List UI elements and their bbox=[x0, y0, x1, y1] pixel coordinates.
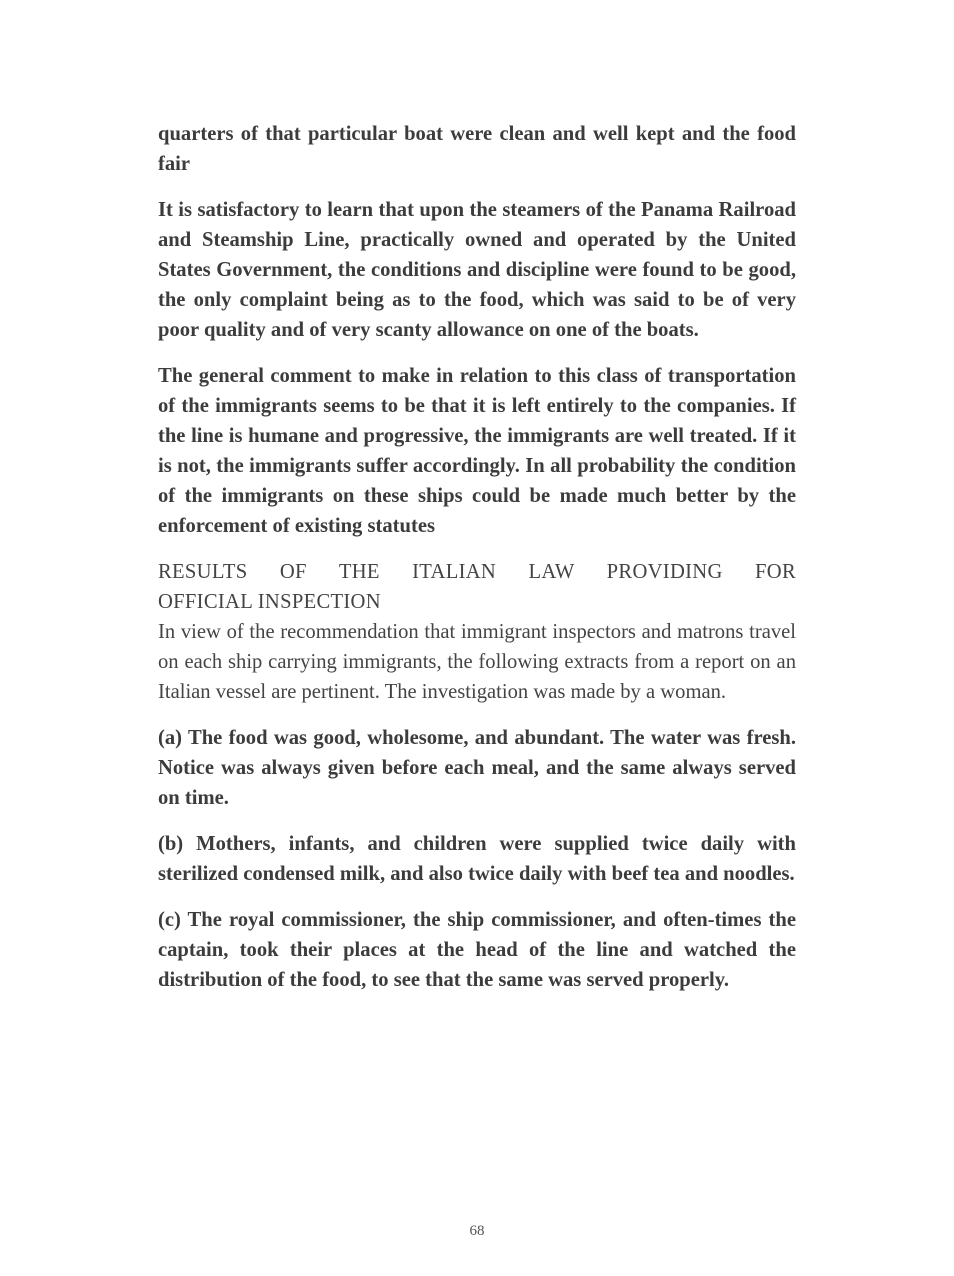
paragraph-continuation: quarters of that particular boat were clean and well kept and the food fair bbox=[158, 123, 796, 175]
section-heading-line-1: RESULTS OF THE ITALIAN LAW PROVIDING FOR bbox=[158, 561, 796, 583]
paragraph-item-c: (c) The royal commissioner, the ship commissioner, and often-times the captain, took their places at the head of the line and watched the distribution of the food, to see that the same was served properly. bbox=[158, 909, 796, 991]
section-heading-line-2: OFFICIAL INSPECTION bbox=[158, 591, 381, 613]
paragraph-item-b: (b) Mothers, infants, and children were supplied twice daily with sterilized condensed milk, and also twice daily with beef tea and noodles. bbox=[158, 833, 796, 885]
paragraph-general-comment: The general comment to make in relation to this class of transportation of the immigrants seems to be that it is left entirely to the companies. If the line is humane and progressive, the immigrants are well treated. If it is not, the immigrants suffer accordingly. In all probability the condition of the immigrants on these ships could be made much better by the enforcement of existing statutes bbox=[158, 365, 796, 537]
paragraph-item-a: (a) The food was good, wholesome, and abundant. The water was fresh. Notice was always given before each meal, and the same always served on time. bbox=[158, 727, 796, 809]
paragraph-recommendation: In view of the recommendation that immigrant inspectors and matrons travel on each ship carrying immigrants, the following extracts from a report on an Italian vessel are pertinent. The investigation was made by a woman. bbox=[158, 621, 796, 703]
page-number: 68 bbox=[469, 1223, 485, 1239]
section-heading bbox=[158, 557, 796, 617]
document-body bbox=[158, 119, 796, 1011]
paragraph-panama-line: It is satisfactory to learn that upon the steamers of the Panama Railroad and Steamship Line, practically owned and operated by the United States Government, the conditions and discipline were found to be good, the only complaint being as to the food, which was said to be of very poor quality and of very scanty allowance on one of the boats. bbox=[158, 199, 796, 341]
